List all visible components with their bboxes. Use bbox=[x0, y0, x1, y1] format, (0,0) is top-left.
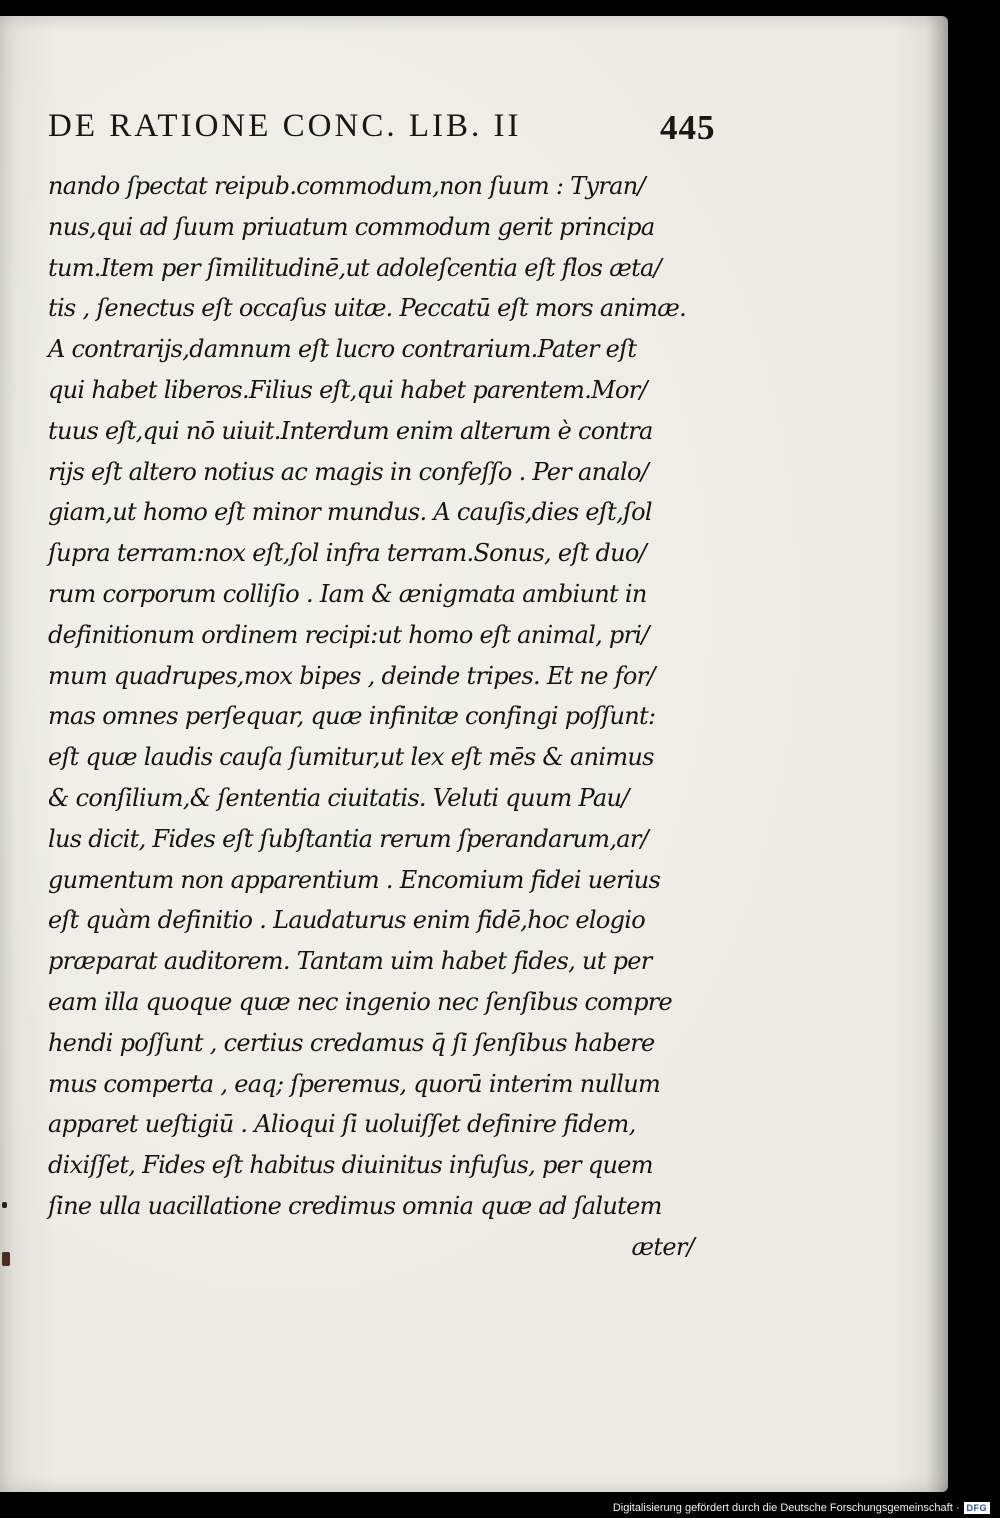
text-line: hendi poſſunt , certius credamus q̄ ſi ſenſibus habere bbox=[48, 1028, 655, 1057]
text-line: mas omnes perſequar, quæ infinitæ confingi poſſunt: bbox=[48, 702, 656, 731]
text-line: & conſilium,& ſententia ciuitatis. Veluti quum Pau/ bbox=[48, 783, 629, 812]
text-line: lus dicit, Fides eſt ſubſtantia rerum ſperandarum,ar/ bbox=[48, 824, 649, 853]
text-line: tis , ſenectus eſt occaſus uitæ. Peccatū eſt mors animæ. bbox=[48, 294, 687, 323]
margin-stain bbox=[2, 1252, 10, 1266]
catchword: æter/ bbox=[631, 1232, 694, 1261]
running-title: DE RATIONE CONC. LIB. II bbox=[48, 108, 522, 144]
page-edge-shadow bbox=[926, 16, 948, 1492]
text-line: mum quadrupes,mox bipes , deinde tripes. Et ne for/ bbox=[48, 661, 655, 690]
text-line: eſt quæ laudis cauſa ſumitur,ut lex eſt mēs & animus bbox=[48, 743, 654, 772]
credit-text: Digitalisierung gefördert durch die Deutsche Forschungsgemeinschaft · bbox=[612, 1502, 960, 1514]
text-line: A contrarijs,damnum eſt lucro contrarium.Pater eſt bbox=[48, 335, 637, 364]
text-line: rijs eſt altero notius ac magis in confeſſo . Per analo/ bbox=[48, 457, 649, 486]
running-header bbox=[48, 108, 716, 152]
text-line: eam illa quoque quæ nec ingenio nec ſenſibus compre bbox=[48, 987, 673, 1016]
dfg-logo: DFG bbox=[964, 1502, 991, 1514]
text-line: qui habet liberos.Filius eſt,qui habet parentem.Mor/ bbox=[48, 375, 647, 404]
text-line: præparat auditorem. Tantam uim habet fides, ut per bbox=[48, 947, 652, 976]
text-line: giam,ut homo eſt minor mundus. A cauſis,dies eſt,ſol bbox=[48, 498, 652, 527]
text-line: nus,qui ad ſuum priuatum commodum gerit principa bbox=[48, 212, 655, 241]
digitization-credit bbox=[613, 1502, 990, 1514]
text-line: tum.Item per ſimilitudinē,ut adoleſcentia eſt flos æta/ bbox=[48, 253, 662, 282]
text-line: definitionum ordinem recipi:ut homo eſt animal, pri/ bbox=[48, 620, 649, 649]
text-line: apparet ueſtigiū . Alioqui ſi uoluiſſet definire fidem, bbox=[48, 1110, 636, 1139]
book-page bbox=[0, 16, 948, 1492]
text-line: dixiſſet, Fides eſt habitus diuinitus infuſus, per quem bbox=[48, 1151, 653, 1180]
text-line: tuus eſt,qui nō uiuit.Interdum enim alterum è contra bbox=[48, 416, 653, 445]
text-line: eſt quàm definitio . Laudaturus enim fidē,hoc elogio bbox=[48, 906, 646, 935]
text-line: gumentum non apparentium . Encomium fidei uerius bbox=[48, 865, 661, 894]
body-text bbox=[48, 166, 698, 1268]
text-line: ſupra terram:nox eſt,ſol infra terram.Sonus, eſt duo/ bbox=[48, 539, 647, 568]
folio-number: 445 bbox=[660, 108, 716, 147]
margin-speck bbox=[2, 1202, 7, 1208]
text-line: ſine ulla uacillatione credimus omnia quæ ad ſalutem bbox=[48, 1191, 662, 1220]
text-line: rum corporum colliſio . Iam & ænigmata ambiunt in bbox=[48, 579, 647, 608]
text-line: nando ſpectat reipub.commodum,non ſuum : Tyran/ bbox=[48, 172, 645, 200]
text-line: mus comperta , eaq; ſperemus, quorū interim nullum bbox=[48, 1069, 661, 1098]
